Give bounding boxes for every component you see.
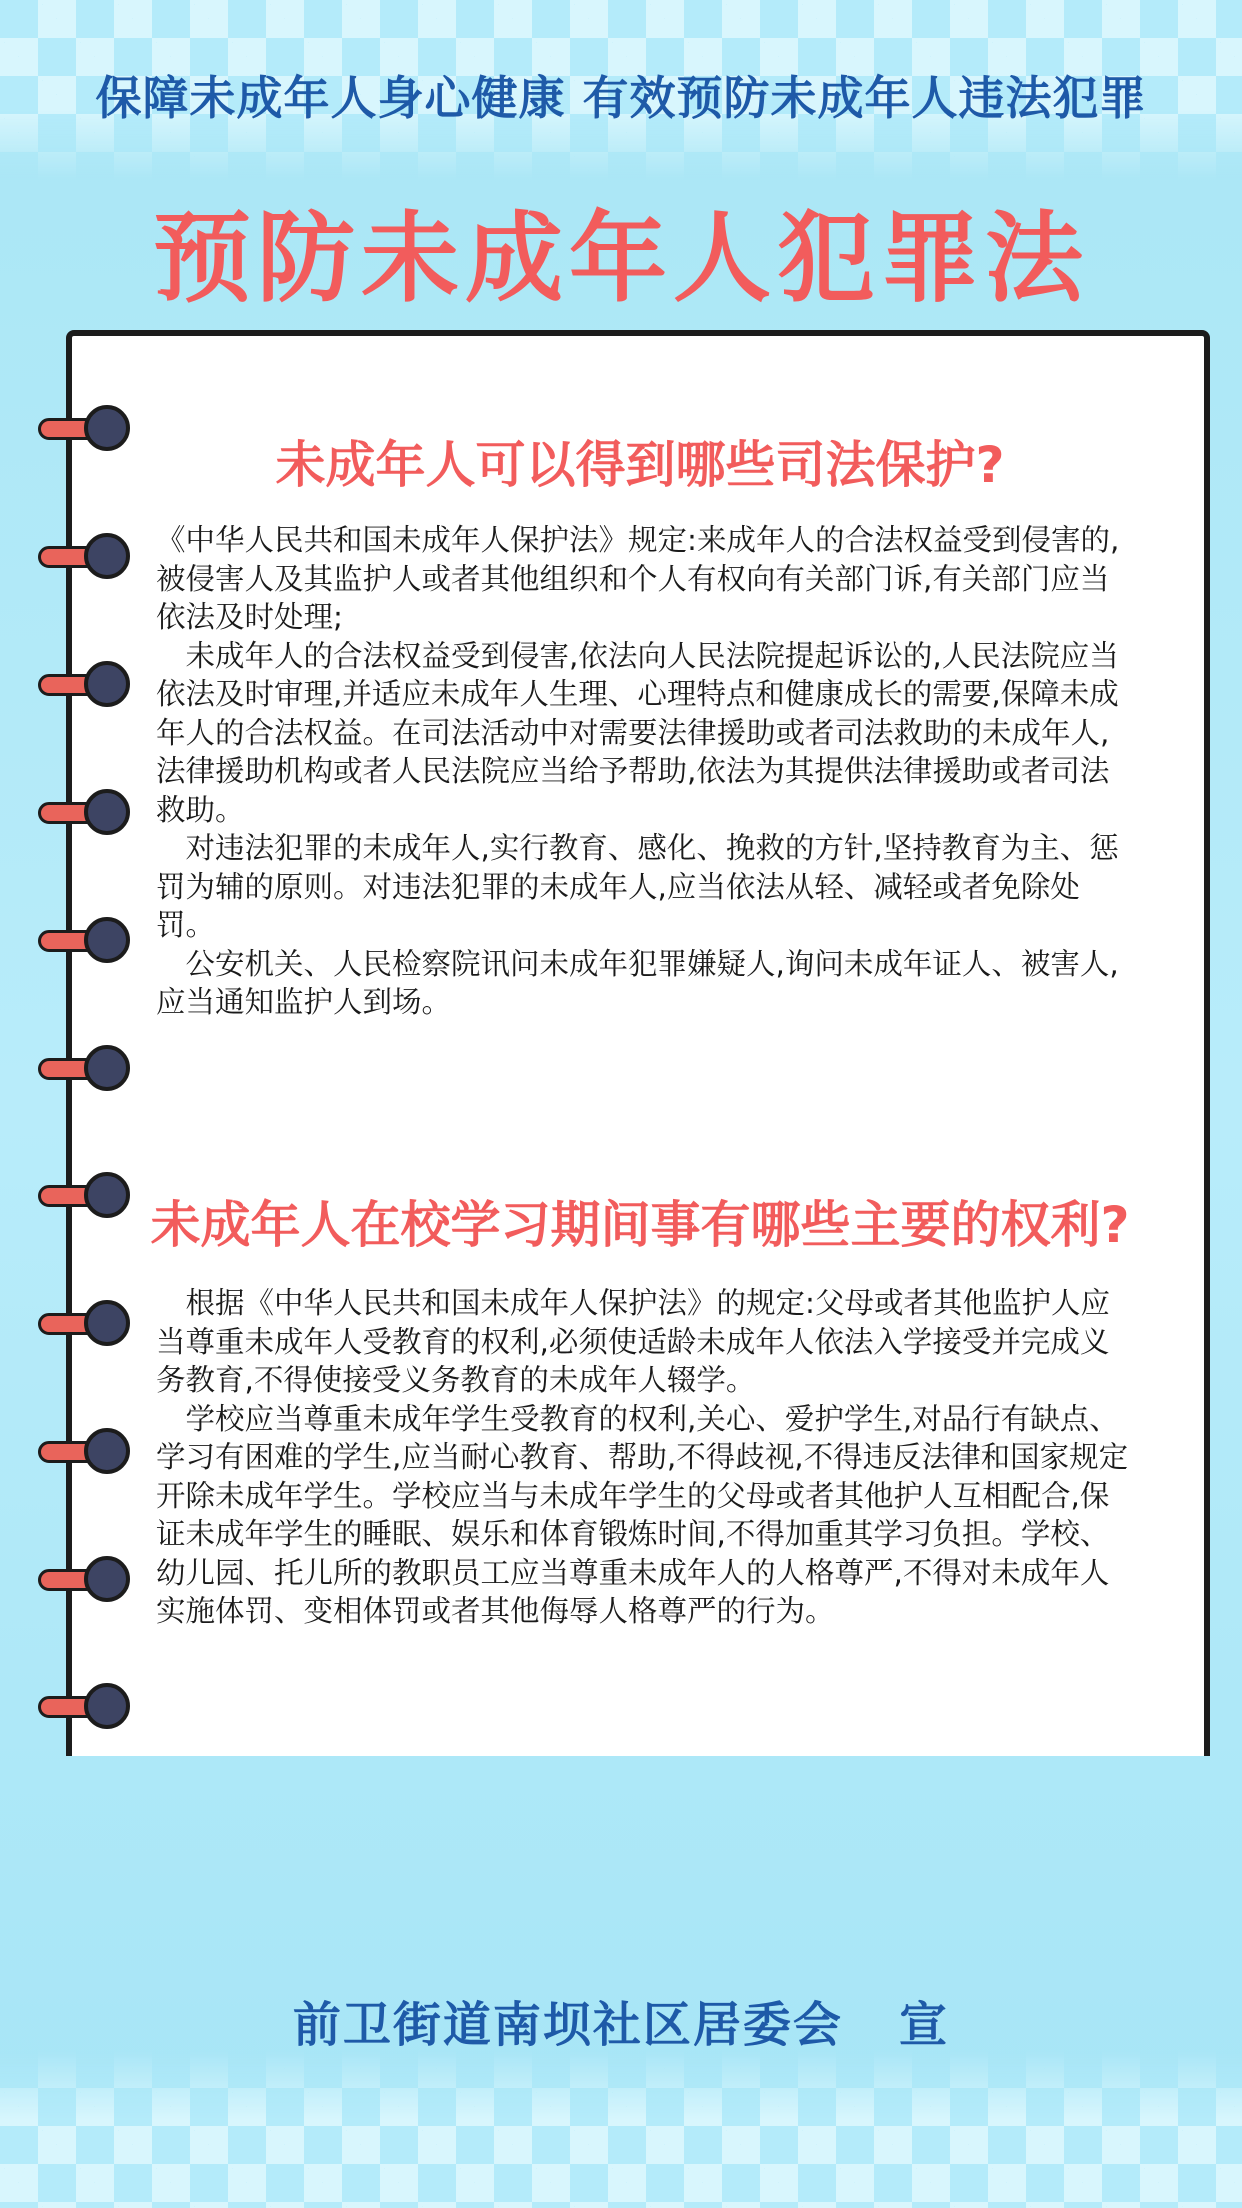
spiral-ring: [38, 1045, 134, 1093]
section-2-title: 未成年人在校学习期间事有哪些主要的权利?: [150, 1196, 1130, 1254]
spiral-ring: [38, 661, 134, 709]
paragraph: 学校应当尊重未成年学生受教育的权利,关心、爱护学生,对品行有缺点、学习有困难的学生,应当耐心教育、帮助,不得歧视,不得违反法律和国家规定开除未成年学生。学校应当与未成年学生的父母或者其他护人互相配合,保证未成年学生的睡眠、娱乐和体育锻炼时间,不得加重其学习负担。学校、幼儿园、托儿所的教职员工应当尊重未成年人的人格尊严,不得对未成年人实施体罚、变相体罚或者其他侮辱人格尊严的行为。: [156, 1401, 1129, 1628]
spiral-ring: [38, 1300, 134, 1348]
spiral-ring: [38, 789, 134, 837]
paragraph: 根据《中华人民共和国未成年人保护法》的规定:父母或者其他监护人应当尊重未成年人受教育的权利,必须使适龄未成年人依法入学接受并完成义务教育,不得使接受义务教育的未成年人辍学。: [156, 1286, 1110, 1397]
spiral-ring: [38, 533, 134, 581]
footer-publisher: 前卫街道南坝社区居委会 宣: [292, 1997, 950, 2053]
checker-pattern-bottom: [0, 2050, 1242, 2208]
paragraph: 《中华人民共和国未成年人保护法》规定:来成年人的合法权益受到侵害的,被侵害人及其监护人或者其他组织和个人有权向有关部门诉,有关部门应当依法及时处理;: [156, 523, 1120, 634]
paragraph: 公安机关、人民检察院讯问未成年犯罪嫌疑人,询问未成年证人、被害人,应当通知监护人到场。: [156, 946, 1119, 1019]
spiral-ring: [38, 1683, 134, 1731]
spiral-ring: [38, 1556, 134, 1604]
spiral-ring: [38, 1428, 134, 1476]
section-2-body: [156, 1284, 1136, 1631]
paragraph: 对违法犯罪的未成年人,实行教育、感化、挽救的方针,坚持教育为主、惩罚为辅的原则。对违法犯罪的未成年人,应当依法从轻、减轻或者免除处罚。: [156, 831, 1119, 942]
paragraph: 未成年人的合法权益受到侵害,依法向人民法院提起诉讼的,人民法院应当依法及时审理,并适应未成年人生理、心理特点和健康成长的需要,保障未成年人的合法权益。在司法活动中对需要法律援助或者司法救助的未成年人,法律援助机构或者人民法院应当给予帮助,依法为其提供法律援助或者司法救助。: [156, 638, 1119, 827]
page-title: 预防未成年人犯罪法: [152, 201, 1089, 316]
spiral-ring: [38, 917, 134, 965]
section-1-body: [156, 521, 1136, 1022]
banner-slogan: 保障未成年人身心健康 有效预防未成年人违法犯罪: [95, 71, 1147, 125]
section-1-title: 未成年人可以得到哪些司法保护?: [275, 436, 1005, 494]
